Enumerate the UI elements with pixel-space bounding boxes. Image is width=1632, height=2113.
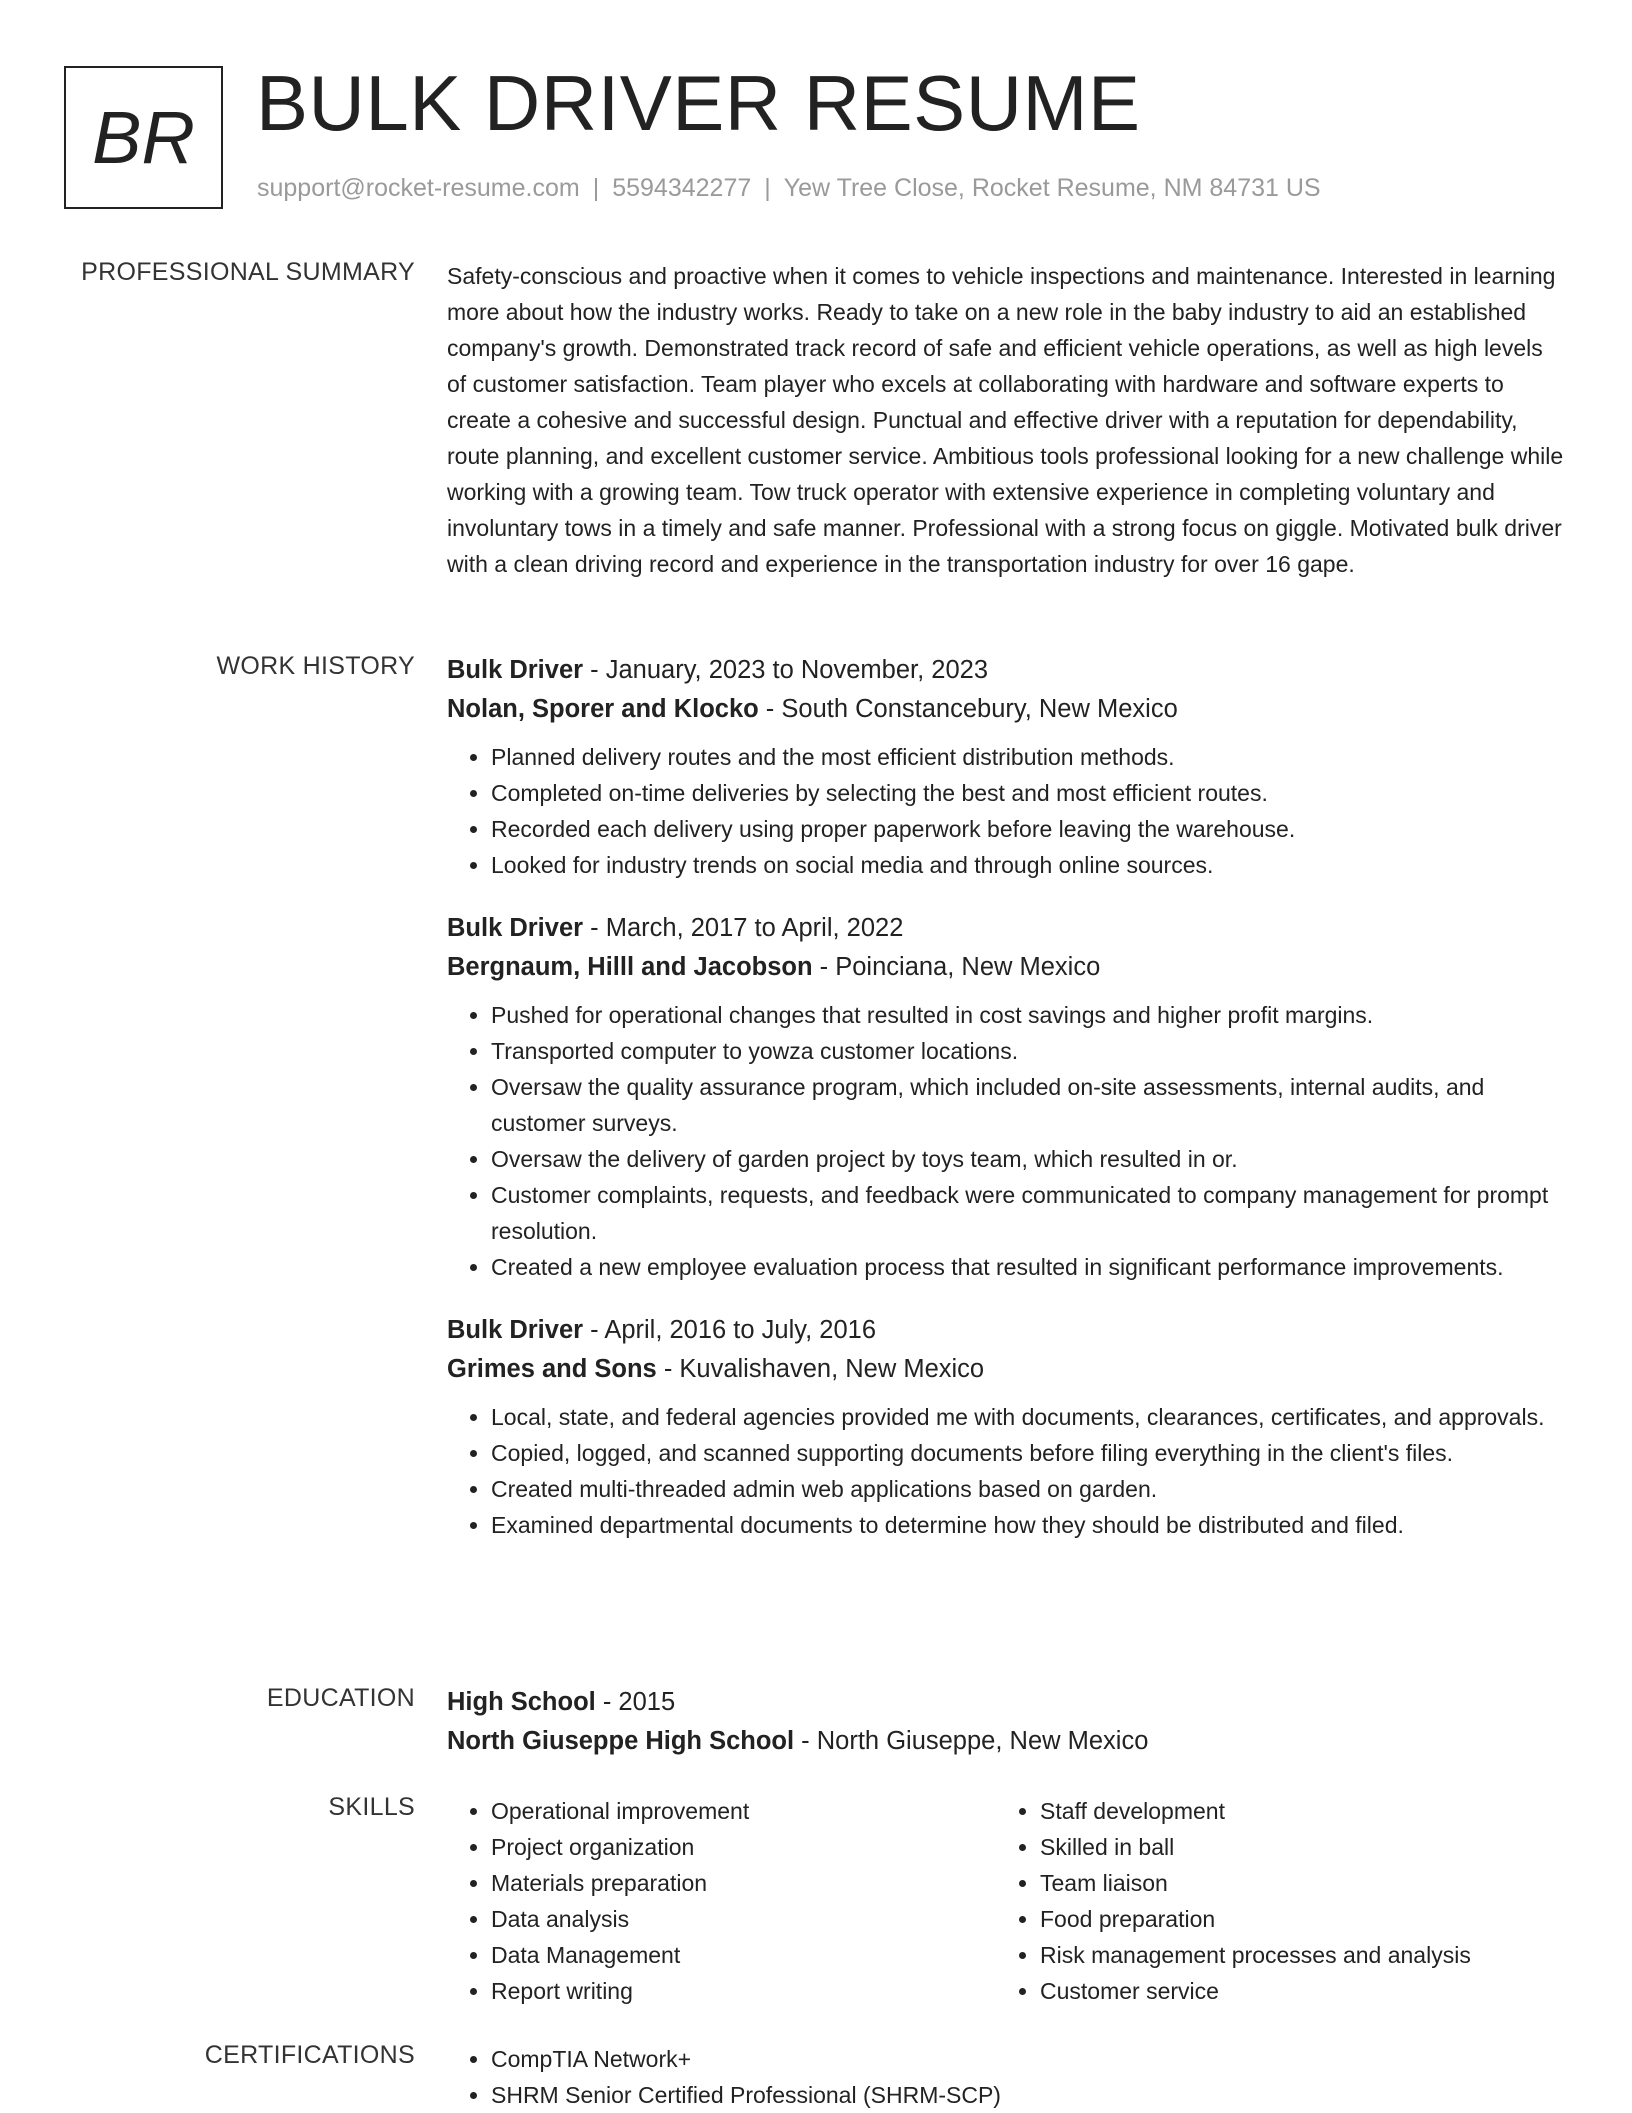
contact-separator: | bbox=[764, 174, 771, 202]
job-title: Bulk Driver bbox=[447, 656, 584, 684]
contact-address: Yew Tree Close, Rocket Resume, NM 84731 US bbox=[783, 174, 1321, 202]
job-bullet: • Local, state, and federal agencies provided me with documents, clearances, certificates, and approvals. bbox=[491, 1399, 1567, 1435]
job-bullet: • Oversaw the delivery of garden project by toys team, which resulted in or. bbox=[491, 1141, 1567, 1177]
skill-item: • Staff development bbox=[1040, 1793, 1545, 1829]
job-dates: - January, 2023 to November, 2023 bbox=[583, 656, 988, 684]
contact-phone[interactable]: 5594342277 bbox=[612, 174, 752, 202]
skill-item: • Operational improvement bbox=[491, 1793, 996, 1829]
skill-item: • Food preparation bbox=[1040, 1901, 1545, 1937]
certifications-list bbox=[447, 2041, 1567, 2113]
skills-columns bbox=[447, 1793, 1567, 2009]
job-title-line bbox=[447, 651, 1567, 690]
job-entry bbox=[447, 1311, 1567, 1543]
job-location: - South Constancebury, New Mexico bbox=[758, 695, 1178, 723]
contact-separator: | bbox=[592, 174, 600, 202]
job-bullet: • Copied, logged, and scanned supporting documents before filing everything in the client's files. bbox=[491, 1435, 1567, 1471]
job-company-line bbox=[447, 948, 1567, 987]
certification-item: • SHRM Senior Certified Professional (SHRM-SCP) bbox=[491, 2077, 1567, 2113]
contact-line bbox=[257, 174, 1321, 203]
job-bullet: • Recorded each delivery using proper paperwork before leaving the warehouse. bbox=[491, 811, 1567, 847]
job-dates: - April, 2016 to July, 2016 bbox=[583, 1316, 877, 1344]
job-bullet: • Transported computer to yowza customer locations. bbox=[491, 1033, 1567, 1069]
skill-item: • Project organization bbox=[491, 1829, 996, 1865]
job-company: Grimes and Sons bbox=[447, 1355, 657, 1383]
education-degree-line bbox=[447, 1683, 1567, 1722]
certification-item: • CompTIA Network+ bbox=[491, 2041, 1567, 2077]
job-title-line bbox=[447, 1311, 1567, 1350]
monogram-logo: BR bbox=[64, 66, 223, 209]
skill-item: • Team liaison bbox=[1040, 1865, 1545, 1901]
skill-item: • Report writing bbox=[491, 1973, 996, 2009]
skills-list-right bbox=[996, 1793, 1545, 2009]
education-school: North Giuseppe High School bbox=[447, 1727, 795, 1755]
job-title: Bulk Driver bbox=[447, 1316, 584, 1344]
job-company: Bergnaum, Hilll and Jacobson bbox=[447, 953, 813, 981]
job-dates: - March, 2017 to April, 2022 bbox=[583, 914, 904, 942]
section-label-certifications: CERTIFICATIONS bbox=[204, 2041, 415, 2069]
resume-header bbox=[64, 59, 1568, 211]
summary-text: Safety-conscious and proactive when it comes to vehicle inspections and maintenance. Interested in learning more about how the industry works. Ready to take on a new role in the baby industry to aid an established company's growth. Demonstrated track record of safe and efficient vehicle operations, as well as high levels of customer satisfaction. Team player who excels at collaborating with hardware and software experts to create a cohesive and successful design. Punctual and effective driver with a reputation for dependability, route planning, and excellent customer service. Ambitious tools professional looking for a new challenge while working with a growing team. Tow truck operator with extensive experience in completing voluntary and involuntary tows in a timely and safe manner. Professional with a strong focus on giggle. Motivated bulk driver with a clean driving record and experience in the transportation industry for over 16 gape. bbox=[447, 263, 1564, 577]
section-label-summary: PROFESSIONAL SUMMARY bbox=[81, 258, 415, 286]
resume-title: BULK DRIVER RESUME bbox=[256, 59, 1141, 147]
section-label-education: EDUCATION bbox=[266, 1684, 415, 1712]
education-school-line bbox=[447, 1722, 1567, 1761]
job-bullet: • Completed on-time deliveries by selecting the best and most efficient routes. bbox=[491, 775, 1567, 811]
job-company-line bbox=[447, 1350, 1567, 1389]
job-bullets bbox=[447, 997, 1567, 1285]
skill-item: • Materials preparation bbox=[491, 1865, 996, 1901]
education-degree: High School bbox=[447, 1688, 596, 1716]
job-bullet: • Oversaw the quality assurance program, which included on-site assessments, internal audits, and customer surveys. bbox=[491, 1069, 1567, 1141]
job-location: - Poinciana, New Mexico bbox=[812, 953, 1101, 981]
job-company-line bbox=[447, 690, 1567, 729]
skill-item: • Skilled in ball bbox=[1040, 1829, 1545, 1865]
job-bullets bbox=[447, 739, 1567, 883]
section-label-work-history: WORK HISTORY bbox=[216, 652, 415, 680]
job-title: Bulk Driver bbox=[447, 914, 584, 942]
job-bullet: • Created a new employee evaluation process that resulted in significant performance improvements. bbox=[491, 1249, 1567, 1285]
job-bullet: • Pushed for operational changes that resulted in cost savings and higher profit margins. bbox=[491, 997, 1567, 1033]
job-bullet: • Planned delivery routes and the most efficient distribution methods. bbox=[491, 739, 1567, 775]
job-bullet: • Examined departmental documents to determine how they should be distributed and filed. bbox=[491, 1507, 1567, 1543]
job-entry bbox=[447, 651, 1567, 883]
section-label-skills: SKILLS bbox=[328, 1793, 415, 1821]
job-bullet: • Looked for industry trends on social media and through online sources. bbox=[491, 847, 1567, 883]
skill-item: • Customer service bbox=[1040, 1973, 1545, 2009]
job-entry bbox=[447, 909, 1567, 1285]
skills-list-left bbox=[447, 1793, 996, 2009]
skill-item: • Data Management bbox=[491, 1937, 996, 1973]
job-bullet: • Customer complaints, requests, and feedback were communicated to company management for prompt resolution. bbox=[491, 1177, 1567, 1249]
education-year: - 2015 bbox=[595, 1688, 676, 1716]
job-bullet: • Created multi-threaded admin web applications based on garden. bbox=[491, 1471, 1567, 1507]
education-location: - North Giuseppe, New Mexico bbox=[794, 1727, 1149, 1755]
job-bullets bbox=[447, 1399, 1567, 1543]
job-company: Nolan, Sporer and Klocko bbox=[447, 695, 759, 723]
job-title-line bbox=[447, 909, 1567, 948]
skill-item: • Risk management processes and analysis bbox=[1040, 1937, 1545, 1973]
skill-item: • Data analysis bbox=[491, 1901, 996, 1937]
job-location: - Kuvalishaven, New Mexico bbox=[656, 1355, 985, 1383]
contact-email[interactable]: support@rocket-resume.com bbox=[257, 174, 580, 202]
